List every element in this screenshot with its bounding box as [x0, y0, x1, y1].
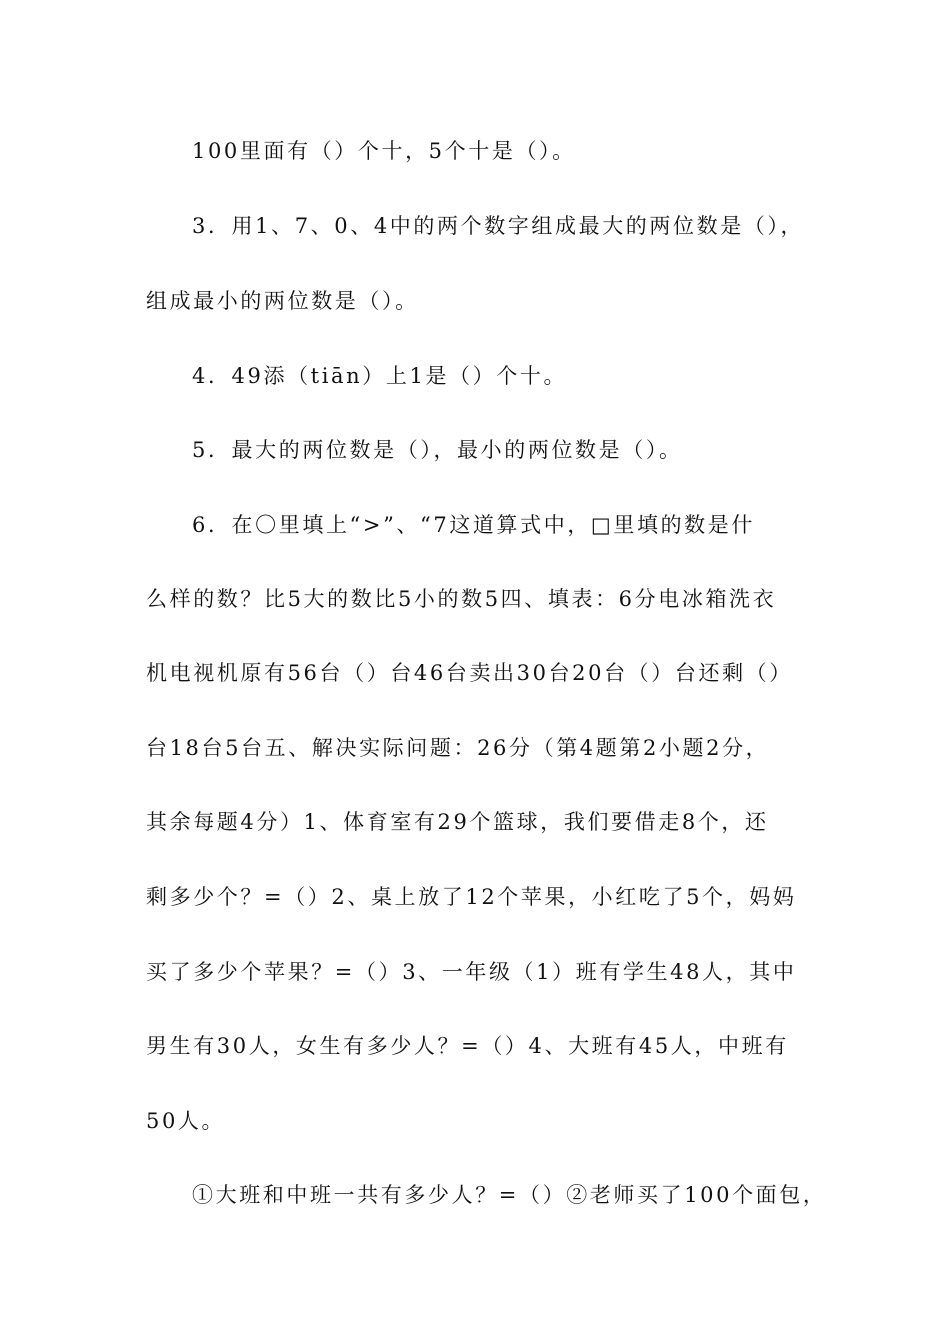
paragraph-line-5: 剩多少个？=（）2、桌上放了12个苹果，小红吃了5个，妈妈 — [146, 885, 797, 909]
sub-question-line: ①大班和中班一共有多少人？=（）②老师买了100个面包， — [192, 1183, 827, 1207]
paragraph-line-3: 台18台5台五、解决实际问题：26分（第4题第2小题2分， — [146, 736, 770, 760]
question-5-line: 5．最大的两位数是（），最小的两位数是（）。 — [192, 438, 683, 462]
paragraph-line-1: 么样的数？比5大的数比5小的数5四、填表：6分电冰箱洗衣 — [146, 587, 777, 611]
question-3-line-1: 3．用1、7、0、4中的两个数字组成最大的两位数是（）， — [192, 214, 805, 238]
question-6-line-1: 6．在〇里填上“>”、“7这道算式中，□里填的数是什 — [192, 513, 755, 537]
question-3-line-2: 组成最小的两位数是（）。 — [146, 289, 419, 313]
paragraph-line-7: 男生有30人，女生有多少人？=（）4、大班有45人，中班有 — [146, 1034, 789, 1058]
paragraph-line-2: 机电视机原有56台（）台46台卖出30台20台（）台还剩（） — [146, 661, 793, 685]
paragraph-line-6: 买了多少个苹果？=（）3、一年级（1）班有学生48人，其中 — [146, 960, 797, 984]
text-line-1: 100里面有（）个十，5个十是（）。 — [192, 139, 576, 163]
paragraph-line-8: 50人。 — [146, 1109, 226, 1133]
paragraph-line-4: 其余每题4分）1、体育室有29个篮球，我们要借走8个，还 — [146, 810, 769, 834]
question-4-line: 4．49添（tiān）上1是（）个十。 — [192, 364, 568, 388]
